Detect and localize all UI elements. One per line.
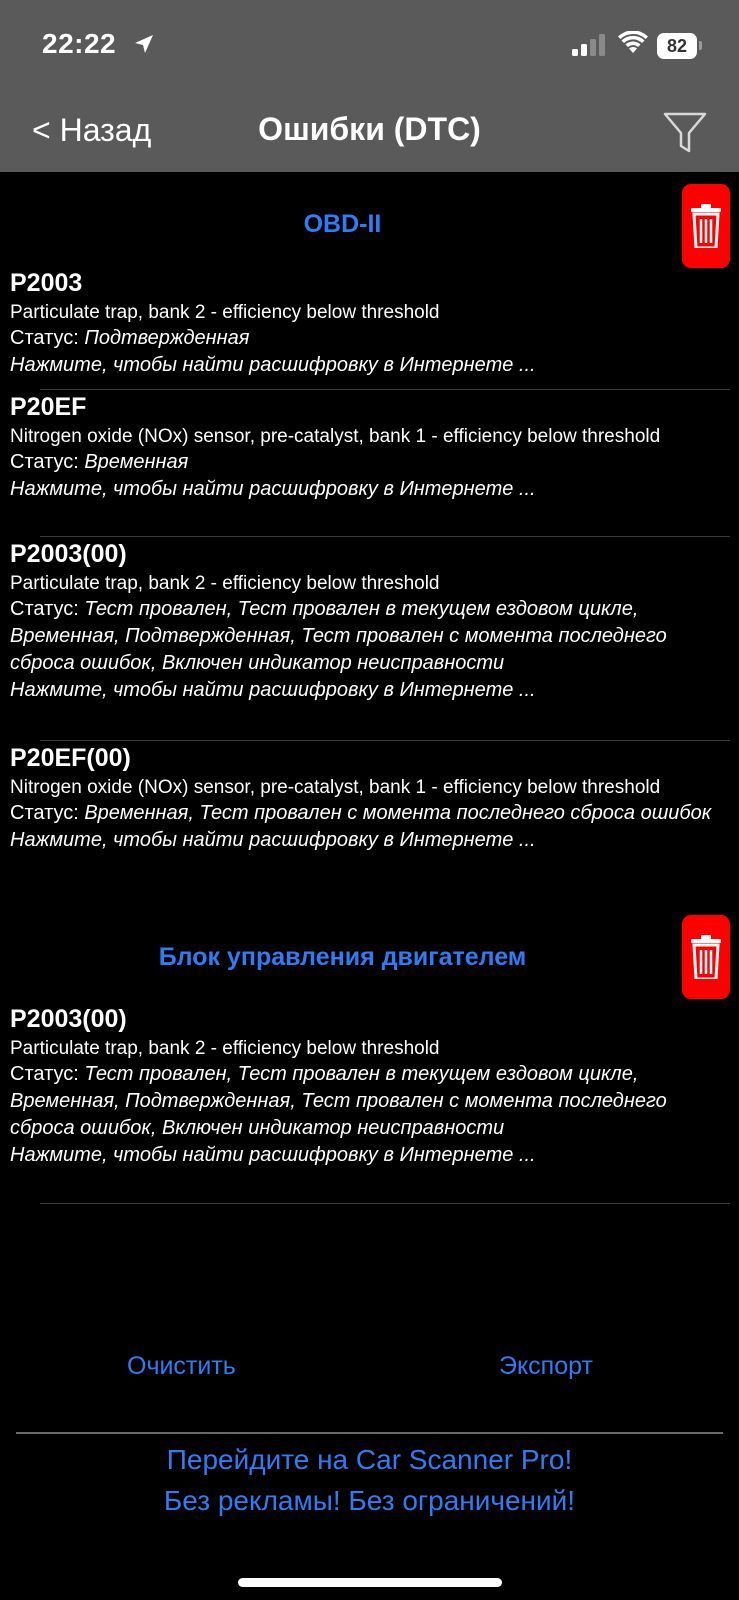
dtc-item[interactable] [10, 268, 725, 379]
dtc-status [10, 325, 725, 352]
dtc-description: Particulate trap, bank 2 - efficiency below threshold [10, 302, 440, 323]
wifi-icon [618, 31, 648, 55]
battery-nub [699, 41, 702, 50]
clear-button[interactable]: Очистить [127, 1352, 236, 1380]
navigation-bar [0, 0, 739, 172]
dtc-code: P20EF(00) [10, 744, 131, 772]
section-header-obd2: OBD-II [303, 210, 382, 238]
dtc-status-value: Подтвержденная [84, 327, 250, 349]
dtc-code: P2003(00) [10, 1005, 127, 1033]
dtc-status-value: Временная [84, 451, 189, 473]
trash-icon [690, 204, 722, 248]
export-button[interactable]: Экспорт [499, 1352, 593, 1380]
location-arrow-icon [134, 34, 154, 54]
delete-section-obd2-button[interactable] [682, 184, 730, 268]
dtc-code: P20EF [10, 393, 87, 421]
divider [16, 1432, 723, 1434]
section-header-engine-ecu: Блок управления двигателем [158, 943, 527, 971]
divider [40, 1203, 730, 1204]
dtc-search-link[interactable]: Нажмите, чтобы найти расшифровку в Интернете ... [10, 354, 536, 376]
promo-line-2[interactable]: Без рекламы! Без ограничений! [163, 1485, 576, 1516]
filter-icon[interactable] [662, 110, 708, 156]
trash-icon [690, 935, 722, 979]
dtc-status-label: Статус: [10, 598, 85, 620]
back-button[interactable]: < Назад [32, 112, 152, 148]
divider [40, 740, 730, 741]
dtc-status-label: Статус: [10, 802, 85, 824]
dtc-status [10, 596, 725, 677]
dtc-status-label: Статус: [10, 451, 85, 473]
divider [40, 536, 730, 537]
dtc-item[interactable] [10, 1004, 725, 1169]
dtc-code: P2003 [10, 269, 83, 297]
dtc-status-label: Статус: [10, 1063, 85, 1085]
dtc-item[interactable] [10, 539, 725, 704]
dtc-status [10, 449, 725, 476]
dtc-status [10, 1061, 725, 1142]
home-indicator[interactable] [238, 1578, 502, 1587]
dtc-status-value: Тест провален, Тест провален в текущем ездовом цикле, Временная, Подтвержденная, Тест провален с момента последнего сброса ошибок, Включен индикатор неисправности [10, 598, 667, 674]
dtc-description: Particulate trap, bank 2 - efficiency below threshold [10, 573, 440, 594]
dtc-item[interactable] [10, 392, 725, 503]
dtc-status-value: Тест провален, Тест провален в текущем ездовом цикле, Временная, Подтвержденная, Тест провален с момента последнего сброса ошибок, Включен индикатор неисправности [10, 1063, 667, 1139]
dtc-status-label: Статус: [10, 327, 85, 349]
signal-icon [572, 34, 606, 56]
dtc-search-link[interactable]: Нажмите, чтобы найти расшифровку в Интернете ... [10, 1144, 536, 1166]
promo-line-1[interactable]: Перейдите на Car Scanner Pro! [166, 1444, 573, 1475]
dtc-description: Nitrogen oxide (NOx) sensor, pre-catalyst, bank 1 - efficiency below threshold [10, 777, 661, 798]
dtc-search-link[interactable]: Нажмите, чтобы найти расшифровку в Интернете ... [10, 829, 536, 851]
page-title: Ошибки (DTC) [258, 111, 481, 147]
battery-icon: 82 [657, 33, 697, 59]
dtc-description: Nitrogen oxide (NOx) sensor, pre-catalyst, bank 1 - efficiency below threshold [10, 426, 661, 447]
delete-section-engine-ecu-button[interactable] [682, 915, 730, 999]
dtc-status [10, 800, 725, 827]
dtc-item[interactable] [10, 743, 725, 854]
status-time: 22:22 [42, 28, 117, 59]
dtc-description: Particulate trap, bank 2 - efficiency below threshold [10, 1038, 440, 1059]
dtc-status-value: Временная, Тест провален с момента последнего сброса ошибок [84, 802, 712, 824]
divider [40, 389, 730, 390]
dtc-code: P2003(00) [10, 540, 127, 568]
dtc-search-link[interactable]: Нажмите, чтобы найти расшифровку в Интернете ... [10, 478, 536, 500]
dtc-search-link[interactable]: Нажмите, чтобы найти расшифровку в Интернете ... [10, 679, 536, 701]
